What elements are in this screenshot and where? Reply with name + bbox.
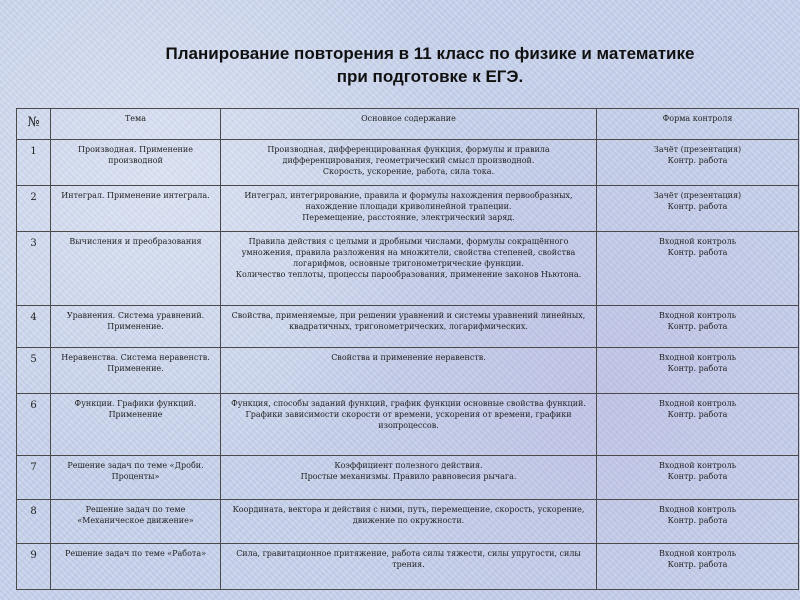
content-line: Скорость, ускорение, работа, сила тока.	[322, 167, 495, 176]
content-line: Коэффициент полезного действия.	[334, 461, 483, 470]
control-line: Входной контроль	[658, 549, 737, 558]
table-row	[17, 394, 799, 456]
control-line: Входной контроль	[658, 237, 737, 246]
row-number: 6	[17, 394, 51, 456]
row-topic: Решение задач по теме «Механическое движение»	[51, 500, 221, 544]
row-control	[597, 140, 799, 186]
control-line: Контр. работа	[667, 410, 728, 419]
row-content	[221, 306, 597, 348]
control-line: Входной контроль	[658, 505, 737, 514]
row-topic: Неравенства. Система неравенств. Применение.	[51, 348, 221, 394]
row-control	[597, 306, 799, 348]
plan-table	[16, 108, 799, 590]
row-content	[221, 232, 597, 306]
row-number: 7	[17, 456, 51, 500]
content-line: Свойства, применяемые, при решении уравнений и системы уравнений линейных, квадратичных, тригонометрических, логарифмических.	[231, 311, 586, 331]
table-row	[17, 140, 799, 186]
control-line: Контр. работа	[667, 516, 728, 525]
row-control	[597, 544, 799, 590]
control-line: Контр. работа	[667, 248, 728, 257]
content-line: Функция, способы заданий функций, график функции основные свойства функций.	[231, 399, 586, 408]
row-content	[221, 456, 597, 500]
header-control: Форма контроля	[597, 109, 799, 140]
row-control	[597, 348, 799, 394]
table-row	[17, 232, 799, 306]
row-content	[221, 348, 597, 394]
row-topic: Решение задач по теме «Дроби. Проценты»	[51, 456, 221, 500]
row-content	[221, 500, 597, 544]
content-line: Производная, дифференцированная функция, формулы и правила дифференцирования, геометрический смысл производной.	[267, 145, 550, 165]
content-line: Перемещение, расстояние, электрический заряд.	[302, 213, 515, 222]
row-control	[597, 394, 799, 456]
table-row	[17, 544, 799, 590]
row-content	[221, 186, 597, 232]
title-line-1: Планирование повторения в 11 класс по физике и математике	[165, 44, 695, 63]
header-row	[17, 109, 799, 140]
row-number: 5	[17, 348, 51, 394]
row-topic: Производная. Применение производной	[51, 140, 221, 186]
content-line: Правила действия с целыми и дробными числами, формулы сокращённого умножения, правила разложения на множители, свойства степеней, свойства логарифмов, основные тригонометрические функции.	[241, 237, 576, 268]
row-number: 8	[17, 500, 51, 544]
control-line: Контр. работа	[667, 156, 728, 165]
content-line: Простые механизмы. Правило равновесия рычага.	[300, 472, 517, 481]
control-line: Контр. работа	[667, 364, 728, 373]
control-line: Контр. работа	[667, 560, 728, 569]
row-topic: Вычисления и преобразования	[51, 232, 221, 306]
content-line: Координата, вектора и действия с ними, путь, перемещение, скорость, ускорение, движение по окружности.	[232, 505, 585, 525]
content-line: Свойства и применение неравенств.	[331, 353, 486, 362]
title-line-2: при подготовке к ЕГЭ.	[336, 67, 524, 86]
row-topic: Решение задач по теме «Работа»	[51, 544, 221, 590]
content-line: Графики зависимости скорости от времени, ускорения от времени, графики изопроцессов.	[245, 410, 572, 430]
row-control	[597, 232, 799, 306]
table-row	[17, 306, 799, 348]
row-topic: Интеграл. Применение интеграла.	[51, 186, 221, 232]
table-row	[17, 500, 799, 544]
header-topic: Тема	[51, 109, 221, 140]
control-line: Контр. работа	[667, 322, 728, 331]
row-control	[597, 186, 799, 232]
control-line: Входной контроль	[658, 311, 737, 320]
row-number: 1	[17, 140, 51, 186]
header-content: Основное содержание	[221, 109, 597, 140]
table-row	[17, 186, 799, 232]
row-control	[597, 500, 799, 544]
row-number: 9	[17, 544, 51, 590]
row-content	[221, 140, 597, 186]
control-line: Зачёт (презентация)	[653, 145, 742, 154]
row-number: 2	[17, 186, 51, 232]
row-topic: Функции. Графики функций. Применение	[51, 394, 221, 456]
row-control	[597, 456, 799, 500]
page-title	[60, 42, 800, 88]
row-content	[221, 544, 597, 590]
table-row	[17, 348, 799, 394]
control-line: Контр. работа	[667, 202, 728, 211]
header-num: №	[17, 109, 51, 140]
row-content	[221, 394, 597, 456]
content-line: Интеграл, интегрирование, правила и формулы нахождения первообразных, нахождение площади криволинейной трапеции.	[244, 191, 573, 211]
control-line: Входной контроль	[658, 353, 737, 362]
content-line: Сила, гравитационное притяжение, работа силы тяжести, силы упругости, силы трения.	[236, 549, 581, 569]
row-number: 3	[17, 232, 51, 306]
control-line: Контр. работа	[667, 472, 728, 481]
row-topic: Уравнения. Система уравнений. Применение.	[51, 306, 221, 348]
control-line: Входной контроль	[658, 399, 737, 408]
content-line: Количество теплоты, процессы парообразования, применение законов Ньютона.	[235, 270, 582, 279]
table-row	[17, 456, 799, 500]
control-line: Зачёт (презентация)	[653, 191, 742, 200]
row-number: 4	[17, 306, 51, 348]
control-line: Входной контроль	[658, 461, 737, 470]
